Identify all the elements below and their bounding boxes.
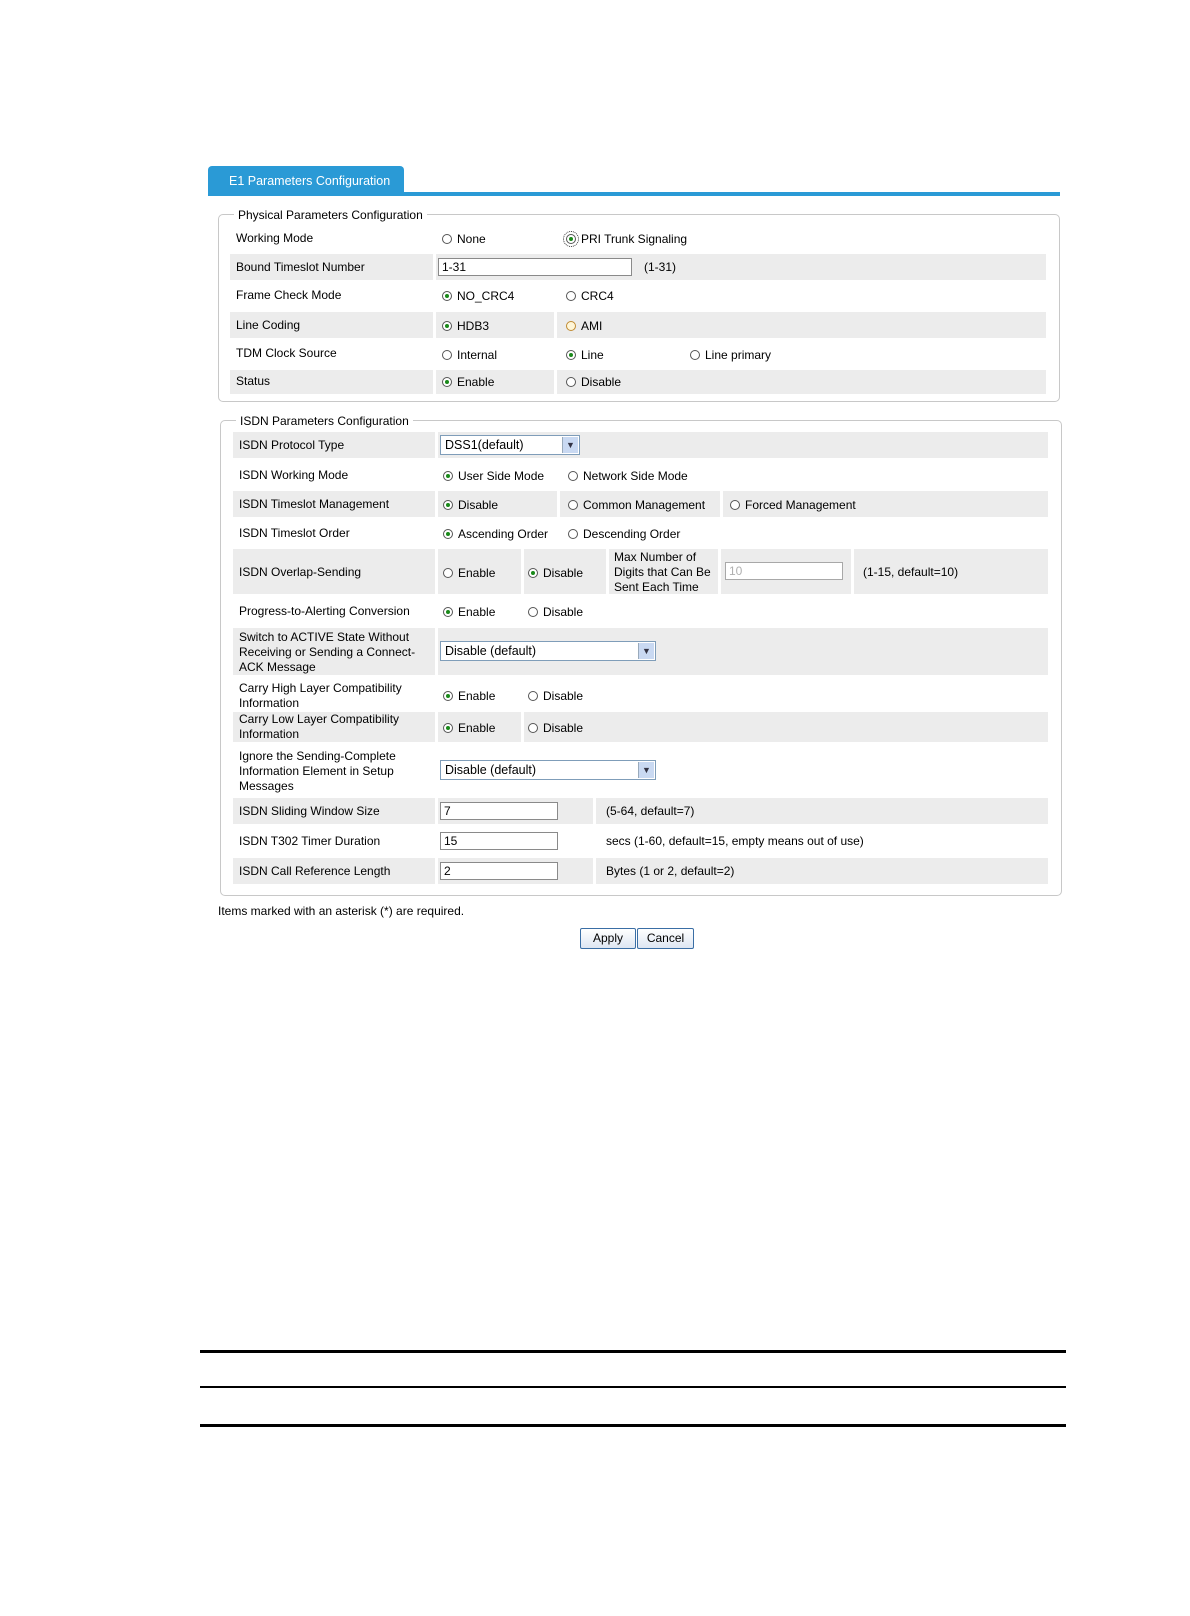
radio-icon [690,350,700,360]
progress-alerting-label: Progress-to-Alerting Conversion [239,604,410,618]
radio-icon [443,691,453,701]
overlap-enable-radio[interactable]: Enable [443,566,495,580]
radio-icon [442,234,452,244]
max-digits-hint: (1-15, default=10) [863,565,959,579]
radio-icon [730,500,740,510]
switch-active-select[interactable]: Disable (default) ▼ [440,641,656,661]
row-status [230,370,1046,394]
progress-alerting-disable-radio[interactable]: Disable [528,605,583,619]
overlap-disable-radio[interactable]: Disable [528,566,583,580]
radio-icon [443,723,453,733]
chevron-down-icon: ▼ [638,762,654,778]
physical-parameters-legend: Physical Parameters Configuration [234,208,427,222]
timeslot-order-label: ISDN Timeslot Order [239,526,350,540]
chevron-down-icon: ▼ [562,437,578,453]
radio-icon [566,350,576,360]
radio-icon [443,568,453,578]
ignore-sending-label-line1: Ignore the Sending-Complete [239,749,396,763]
max-digits-label-line3: Sent Each Time [614,580,699,594]
bound-timeslot-input[interactable] [438,258,632,276]
row-protocol-type [233,432,1048,458]
row-low-layer [233,712,1048,742]
timeslot-order-ascending-radio[interactable]: Ascending Order [443,527,548,541]
radio-icon [568,471,578,481]
high-layer-label-line1: Carry High Layer Compatibility [239,681,402,695]
protocol-type-label: ISDN Protocol Type [239,438,345,452]
radio-icon [442,291,452,301]
radio-icon [566,234,576,244]
table-rule-top [200,1350,1066,1353]
radio-icon [528,691,538,701]
row-clock-source [230,342,1046,366]
chevron-down-icon: ▼ [638,643,654,659]
timeslot-order-descending-radio[interactable]: Descending Order [568,527,680,541]
radio-icon [443,500,453,510]
progress-alerting-enable-radio[interactable]: Enable [443,605,495,619]
frame-check-label: Frame Check Mode [236,288,342,302]
tab-underline [208,192,1060,196]
isdn-working-mode-label: ISDN Working Mode [239,468,349,482]
radio-icon [528,607,538,617]
cancel-button[interactable]: Cancel [637,928,694,949]
call-reference-input[interactable] [440,862,558,880]
radio-icon [443,529,453,539]
sliding-window-hint: (5-64, default=7) [606,804,695,818]
status-enable-radio[interactable]: Enable [442,375,494,389]
tab-bar [208,166,1060,198]
bound-timeslot-hint: (1-31) [644,260,677,274]
row-progress-alerting [233,598,1048,624]
row-line-coding [230,312,1046,338]
sliding-window-input[interactable] [440,802,558,820]
working-mode-pri-radio[interactable]: PRI Trunk Signaling [566,232,687,246]
t302-input[interactable] [440,832,558,850]
radio-icon [566,321,576,331]
max-digits-input[interactable] [725,562,843,580]
line-coding-label: Line Coding [236,318,301,332]
table-rule-bottom [200,1424,1066,1427]
overlap-sending-label: ISDN Overlap-Sending [239,565,362,579]
row-bound-timeslot [230,254,1046,280]
ignore-sending-label-line3: Messages [239,779,294,793]
row-switch-active [233,628,1048,675]
radio-icon [443,607,453,617]
row-frame-check [230,284,1046,308]
t302-hint: secs (1-60, default=15, empty means out of use) [606,834,864,848]
line-coding-hdb3-radio[interactable]: HDB3 [442,319,489,333]
isdn-parameters-legend: ISDN Parameters Configuration [236,414,413,428]
ignore-sending-select[interactable]: Disable (default) ▼ [440,760,656,780]
table-rule-middle [200,1386,1066,1388]
row-t302 [233,828,1048,854]
status-label: Status [236,374,271,388]
call-reference-hint: Bytes (1 or 2, default=2) [606,864,735,878]
high-layer-label-line2: Information [239,696,300,710]
radio-icon [568,500,578,510]
row-overlap-sending [233,549,1048,594]
clock-internal-radio[interactable]: Internal [442,348,497,362]
row-isdn-working-mode [233,462,1048,488]
radio-icon [566,377,576,387]
max-digits-label-line2: Digits that Can Be [614,565,711,579]
protocol-type-select[interactable]: DSS1(default) ▼ [440,435,580,455]
max-digits-label-line1: Max Number of [614,550,697,564]
row-timeslot-management [233,491,1048,517]
clock-source-label: TDM Clock Source [236,346,337,360]
radio-icon [568,529,578,539]
radio-icon [528,723,538,733]
tab-e1-parameters[interactable]: E1 Parameters Configuration [208,166,404,194]
radio-icon [442,321,452,331]
radio-icon [566,291,576,301]
working-mode-none-radio[interactable]: None [442,232,486,246]
clock-line-primary-radio[interactable]: Line primary [690,348,771,362]
sliding-window-label: ISDN Sliding Window Size [239,804,380,818]
low-layer-enable-radio[interactable]: Enable [443,721,495,735]
isdn-user-side-radio[interactable]: User Side Mode [443,469,544,483]
row-sliding-window [233,798,1048,824]
switch-active-label-line3: ACK Message [239,660,316,674]
timeslot-mgmt-common-radio[interactable]: Common Management [568,498,705,512]
bound-timeslot-label: Bound Timeslot Number [236,260,365,274]
clock-line-radio[interactable]: Line [566,348,604,362]
row-call-reference [233,858,1048,884]
status-disable-radio[interactable]: Disable [566,375,621,389]
t302-label: ISDN T302 Timer Duration [239,834,381,848]
radio-icon [443,471,453,481]
switch-active-label-line2: Receiving or Sending a Connect- [239,645,416,659]
switch-active-label-line1: Switch to ACTIVE State Without [239,630,410,644]
low-layer-label-line1: Carry Low Layer Compatibility [239,712,400,726]
frame-check-nocrc4-radio[interactable]: NO_CRC4 [442,289,514,303]
low-layer-disable-radio[interactable]: Disable [528,721,583,735]
frame-check-crc4-radio[interactable]: CRC4 [566,289,614,303]
line-coding-ami-radio[interactable]: AMI [566,319,602,333]
call-reference-label: ISDN Call Reference Length [239,864,391,878]
timeslot-management-label: ISDN Timeslot Management [239,497,390,511]
radio-icon [442,350,452,360]
low-layer-label-line2: Information [239,727,300,741]
apply-button[interactable]: Apply [580,928,636,949]
row-timeslot-order [233,520,1048,546]
radio-icon [442,377,452,387]
row-ignore-sending [233,746,1048,794]
high-layer-disable-radio[interactable]: Disable [528,689,583,703]
row-working-mode [230,227,1046,251]
working-mode-label: Working Mode [236,231,314,245]
timeslot-mgmt-disable-radio[interactable]: Disable [443,498,498,512]
row-high-layer [233,679,1048,711]
isdn-network-side-radio[interactable]: Network Side Mode [568,469,688,483]
required-note: Items marked with an asterisk (*) are required. [218,904,465,918]
timeslot-mgmt-forced-radio[interactable]: Forced Management [730,498,856,512]
ignore-sending-label-line2: Information Element in Setup [239,764,394,778]
radio-icon [528,568,538,578]
high-layer-enable-radio[interactable]: Enable [443,689,495,703]
